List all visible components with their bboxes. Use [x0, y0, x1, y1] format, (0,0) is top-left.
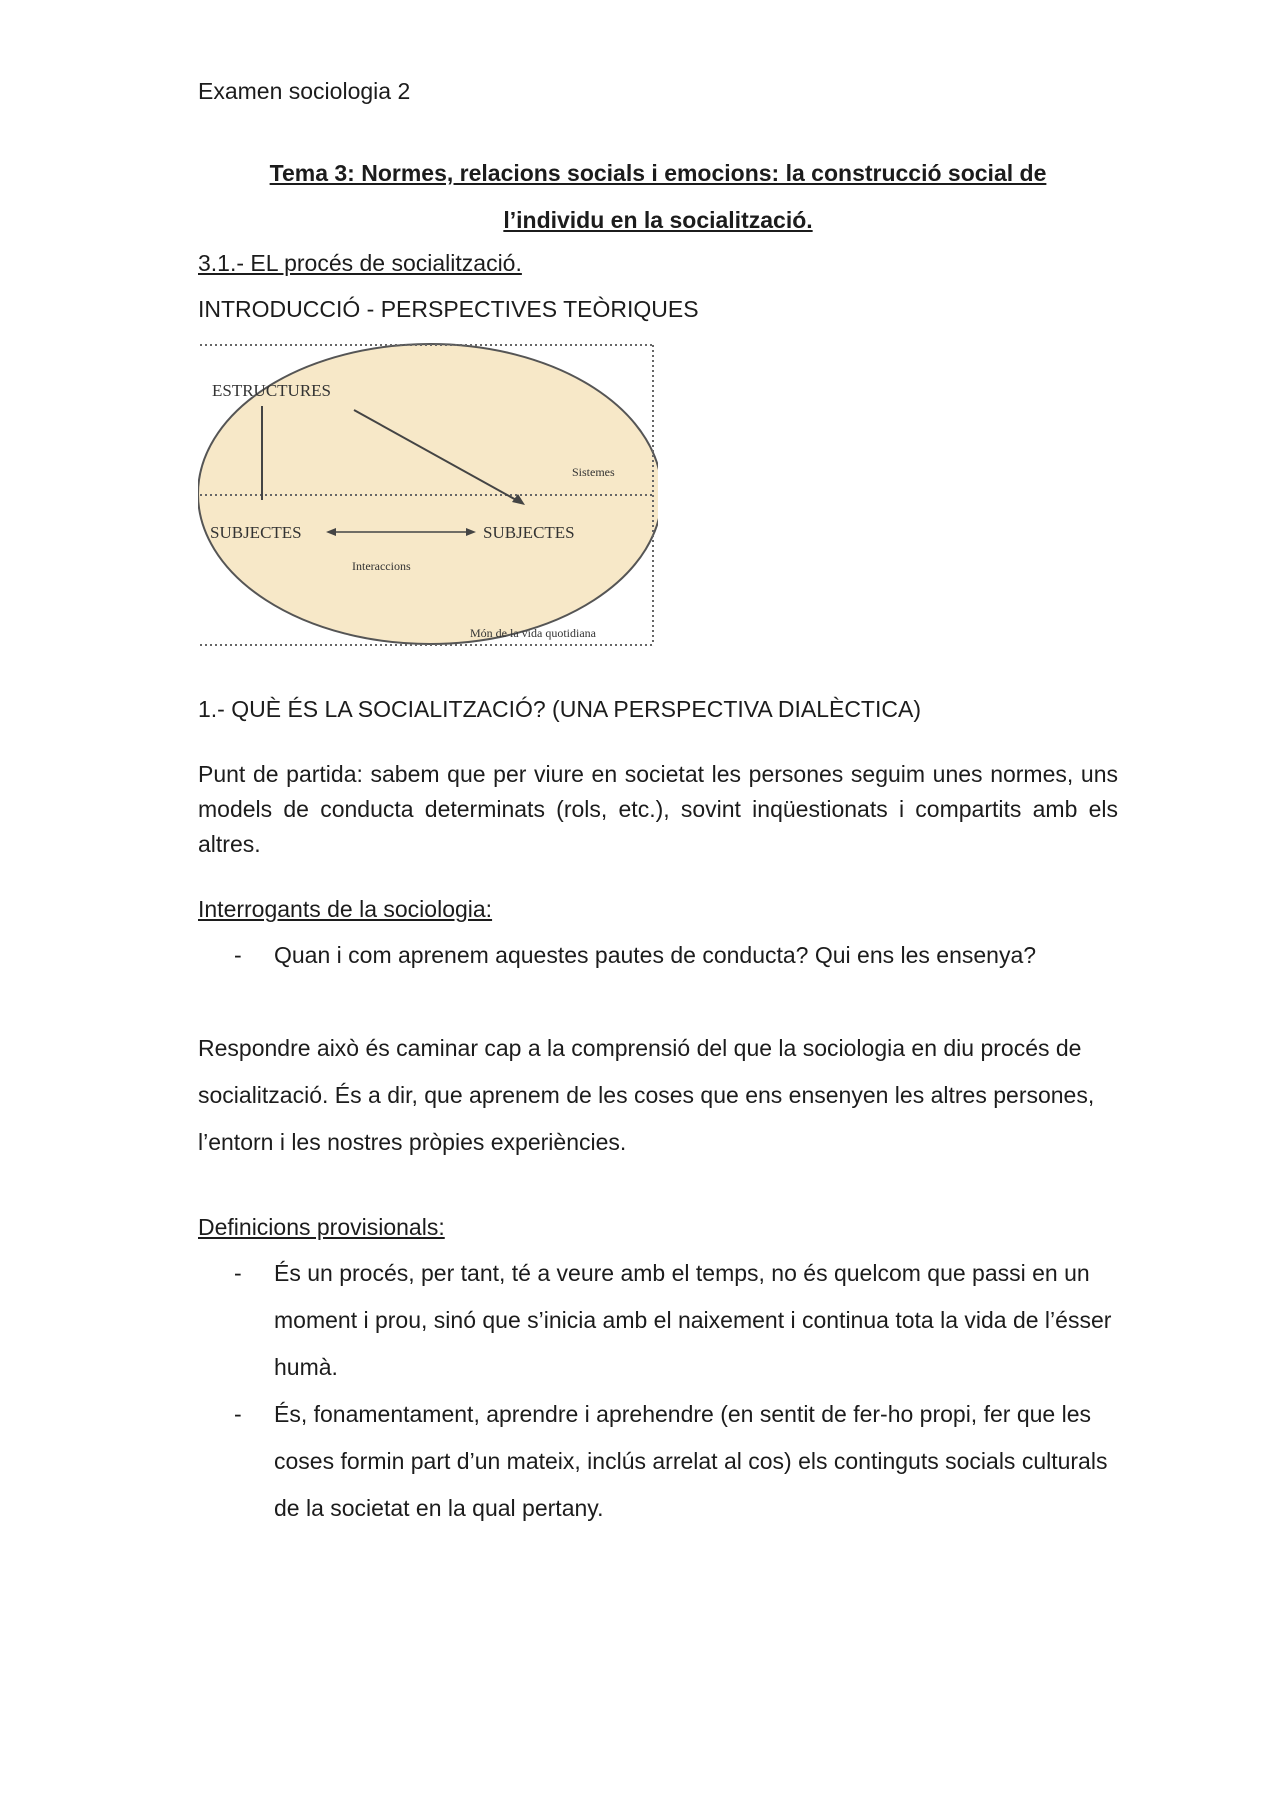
- estructures-label: ESTRUCTURES: [212, 381, 332, 400]
- interrogants-heading: Interrogants de la sociologia:: [198, 896, 493, 922]
- title-line-2: l’individu en la socialització.: [503, 207, 813, 233]
- interrogants-list: [198, 932, 1118, 1027]
- list-item-text: És, fonamentament, aprendre i aprehendre (en sentit de fer-ho propi, fer que les coses formin part d’un mateix, inclús arrelat al cos) els continguts socials culturals de la societat en la qual pertany.: [274, 1401, 1108, 1521]
- list-dash: -: [234, 1260, 242, 1286]
- socialization-diagram: [198, 338, 658, 648]
- sistemes-label: Sistemes: [572, 465, 615, 479]
- interaccions-label: Interaccions: [352, 559, 411, 573]
- respondre-paragraph: Respondre això és caminar cap a la comprensió del que la sociologia en diu procés de socialització. És a dir, que aprenem de les coses que ens ensenyen les altres persones, l’entorn i les nostres pròpies experiències.: [198, 1035, 1095, 1155]
- title-line-1: Tema 3: Normes, relacions socials i emocions: la construcció social de: [269, 160, 1047, 186]
- list-dash: -: [234, 942, 242, 968]
- subjectes-left-label: SUBJECTES: [210, 523, 302, 542]
- section-1-heading: 1.- QUÈ ÉS LA SOCIALITZACIÓ? (UNA PERSPECTIVA DIALÈCTICA): [198, 696, 921, 722]
- list-item-text: Quan i com aprenem aquestes pautes de conducta? Qui ens les ensenya?: [274, 942, 1037, 968]
- punt-de-partida-paragraph: Punt de partida: sabem que per viure en societat les persones seguim unes normes, uns models de conducta determinats (rols, etc.), sovint inqüestionats i compartits amb els altres.: [198, 761, 1118, 857]
- definicions-list: [198, 1250, 1118, 1530]
- page-title: [198, 150, 1118, 244]
- list-item-text: És un procés, per tant, té a veure amb el temps, no és quelcom que passi en un moment i prou, sinó que s’inicia amb el naixement i continua tota la vida de l’ésser humà.: [274, 1260, 1112, 1380]
- definicions-heading: Definicions provisionals:: [198, 1214, 445, 1240]
- list-dash: -: [234, 1401, 242, 1427]
- mon-vida-quotidiana-label: Món de la vida quotidiana: [470, 626, 596, 640]
- section-subtitle: 3.1.- EL procés de socialització.: [198, 250, 522, 276]
- intro-heading: INTRODUCCIÓ - PERSPECTIVES TEÒRIQUES: [198, 296, 699, 322]
- subjectes-right-label: SUBJECTES: [483, 523, 575, 542]
- page-header: Examen sociologia 2: [198, 78, 411, 104]
